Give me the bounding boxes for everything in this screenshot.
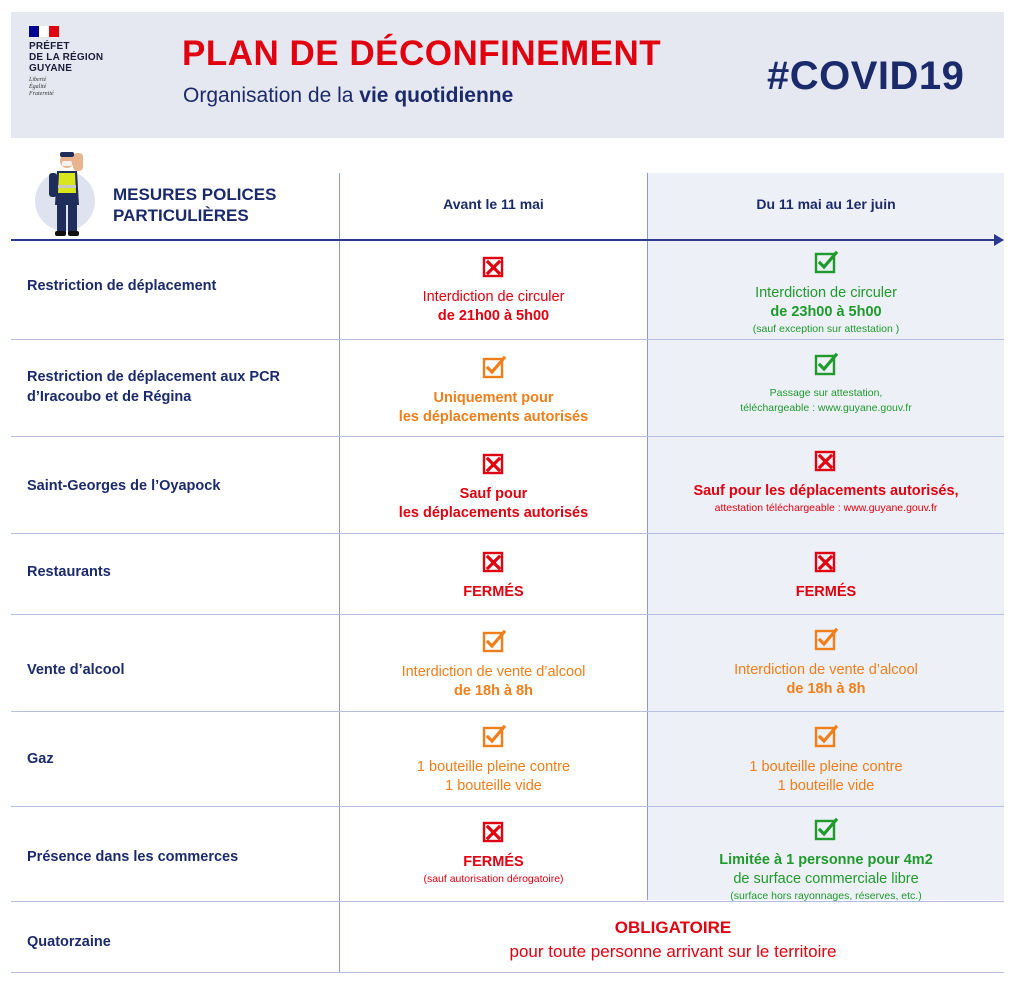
row-divider xyxy=(11,533,1004,534)
cell-before xyxy=(340,254,647,326)
french-flag-icon xyxy=(29,26,59,37)
red-cross-checkbox-icon xyxy=(482,819,506,843)
orange-check-checkbox-icon xyxy=(482,629,506,653)
hashtag: #COVID19 xyxy=(767,54,965,98)
subtitle-bold: vie quotidienne xyxy=(359,84,514,107)
row-label-quatorzaine: Quatorzaine xyxy=(27,934,111,950)
orange-check-checkbox-icon xyxy=(814,724,838,748)
row-divider xyxy=(11,806,1004,807)
cell-after xyxy=(648,250,1004,337)
row-label-line: Restriction de déplacement aux PCR xyxy=(27,369,281,385)
cell-text-line: de surface commerciale libre xyxy=(733,871,919,887)
row-label-line: Gaz xyxy=(27,751,54,767)
measures-title xyxy=(113,184,276,226)
measures-title-line: PARTICULIÈRES xyxy=(113,206,249,225)
cell-text-line: 1 bouteille pleine contre xyxy=(749,759,903,775)
cell-text-line: Interdiction de vente d’alcool xyxy=(734,662,918,678)
cell-before xyxy=(340,724,647,796)
cell-text-line: 1 bouteille vide xyxy=(445,778,542,794)
row-label-line: Saint-Georges de l’Oyapock xyxy=(27,478,221,494)
row-label-line: Présence dans les commerces xyxy=(27,849,239,865)
cell-text-line: 1 bouteille pleine contre xyxy=(416,759,571,775)
green-check-checkbox-icon xyxy=(814,250,838,274)
arrow-right-icon xyxy=(994,234,1004,246)
subtitle-prefix: Organisation de la xyxy=(183,84,354,107)
cell-text-line: Passage sur attestation, xyxy=(769,387,883,399)
cell-after xyxy=(648,724,1004,796)
cell-text-line: FERMÉS xyxy=(463,854,524,870)
cell-text-line: les déplacements autorisés xyxy=(398,409,589,425)
green-check-checkbox-icon xyxy=(814,817,838,841)
row-label xyxy=(27,276,216,296)
cell-text-line: (sauf exception sur attestation ) xyxy=(752,323,900,335)
cell-after xyxy=(648,448,1004,516)
police-officer-icon xyxy=(35,143,111,239)
cell-text-line: Uniquement pour xyxy=(433,390,554,406)
red-cross-checkbox-icon xyxy=(482,451,506,475)
row-divider xyxy=(11,711,1004,712)
row-label xyxy=(27,749,54,769)
timeline-axis xyxy=(11,239,996,241)
row-label xyxy=(27,660,125,680)
green-check-checkbox-icon xyxy=(814,352,838,376)
cell-text-line: (sauf autorisation dérogatoire) xyxy=(423,873,564,885)
row-label-line: Vente d’alcool xyxy=(27,662,125,678)
row-label-line: Restaurants xyxy=(27,564,111,580)
motto-line: Liberté xyxy=(29,77,47,83)
red-cross-checkbox-icon xyxy=(482,549,506,573)
cell-before xyxy=(340,451,647,523)
row-label-line: Restriction de déplacement xyxy=(27,278,217,294)
row-label xyxy=(27,847,238,867)
orange-check-checkbox-icon xyxy=(814,627,838,651)
cell-after xyxy=(648,549,1004,602)
row-label-line: d’Iracoubo et de Régina xyxy=(27,389,192,405)
cell-text-line: de 18h à 8h xyxy=(786,681,866,697)
quatorzaine-title: OBLIGATOIRE xyxy=(614,918,732,937)
prefecture-logo xyxy=(29,26,139,98)
cell-before xyxy=(340,629,647,701)
motto-line: Égalité xyxy=(29,84,47,90)
cell-before xyxy=(340,355,647,427)
quatorzaine-subtitle: pour toute personne arrivant sur le territoire xyxy=(509,942,837,961)
cell-text-line: de 23h00 à 5h00 xyxy=(770,304,882,320)
row-label xyxy=(27,476,220,496)
orange-check-checkbox-icon xyxy=(482,724,506,748)
page-title: PLAN DE DÉCONFINEMENT xyxy=(182,34,662,73)
row-divider xyxy=(11,436,1004,437)
cell-text-line: de 21h00 à 5h00 xyxy=(437,308,550,324)
cell-after xyxy=(648,627,1004,699)
cell-text-line: de 18h à 8h xyxy=(454,683,533,699)
cell-text-line: attestation téléchargeable : www.guyane.gouv.fr xyxy=(714,502,938,514)
logo-line: DE LA RÉGION xyxy=(29,52,104,63)
page-subtitle xyxy=(183,84,513,108)
cell-text-line: Interdiction de vente d’alcool xyxy=(401,664,586,680)
cell-text-line: Interdiction de circuler xyxy=(422,289,565,305)
motto-line: Fraternité xyxy=(29,91,54,97)
header-banner xyxy=(11,12,1004,138)
cell-text-line: FERMÉS xyxy=(463,584,524,600)
red-cross-checkbox-icon xyxy=(814,448,838,472)
cell-text-line: Limitée à 1 personne pour 4m2 xyxy=(719,852,933,868)
row-divider xyxy=(11,614,1004,615)
cell-after xyxy=(648,352,1004,416)
cell-text-line: téléchargeable : www.guyane.gouv.fr xyxy=(740,402,912,414)
measures-title-line: MESURES POLICES xyxy=(113,185,277,204)
cell-text-line: 1 bouteille vide xyxy=(777,778,875,794)
red-cross-checkbox-icon xyxy=(482,254,506,278)
cell-after xyxy=(648,817,1004,904)
cell-text-line: Sauf pour xyxy=(459,486,528,502)
red-cross-checkbox-icon xyxy=(814,549,838,573)
row-divider xyxy=(11,972,1004,973)
row-label xyxy=(27,562,111,582)
orange-check-checkbox-icon xyxy=(482,355,506,379)
cell-text-line: (surface hors rayonnages, réserves, etc.) xyxy=(730,890,922,902)
row-divider xyxy=(11,339,1004,340)
logo-line: PRÉFET xyxy=(29,41,70,52)
row-label xyxy=(27,367,280,407)
cell-before xyxy=(340,549,647,602)
logo-line: GUYANE xyxy=(29,63,73,74)
cell-text-line: Interdiction de circuler xyxy=(755,285,897,301)
cell-before xyxy=(340,819,647,887)
cell-text-line: les déplacements autorisés xyxy=(398,505,589,521)
column-header-after: Du 11 mai au 1er juin xyxy=(756,196,896,212)
column-header-before: Avant le 11 mai xyxy=(443,196,544,212)
cell-text-line: FERMÉS xyxy=(795,584,857,600)
cell-text-line: Sauf pour les déplacements autorisés, xyxy=(693,483,959,499)
